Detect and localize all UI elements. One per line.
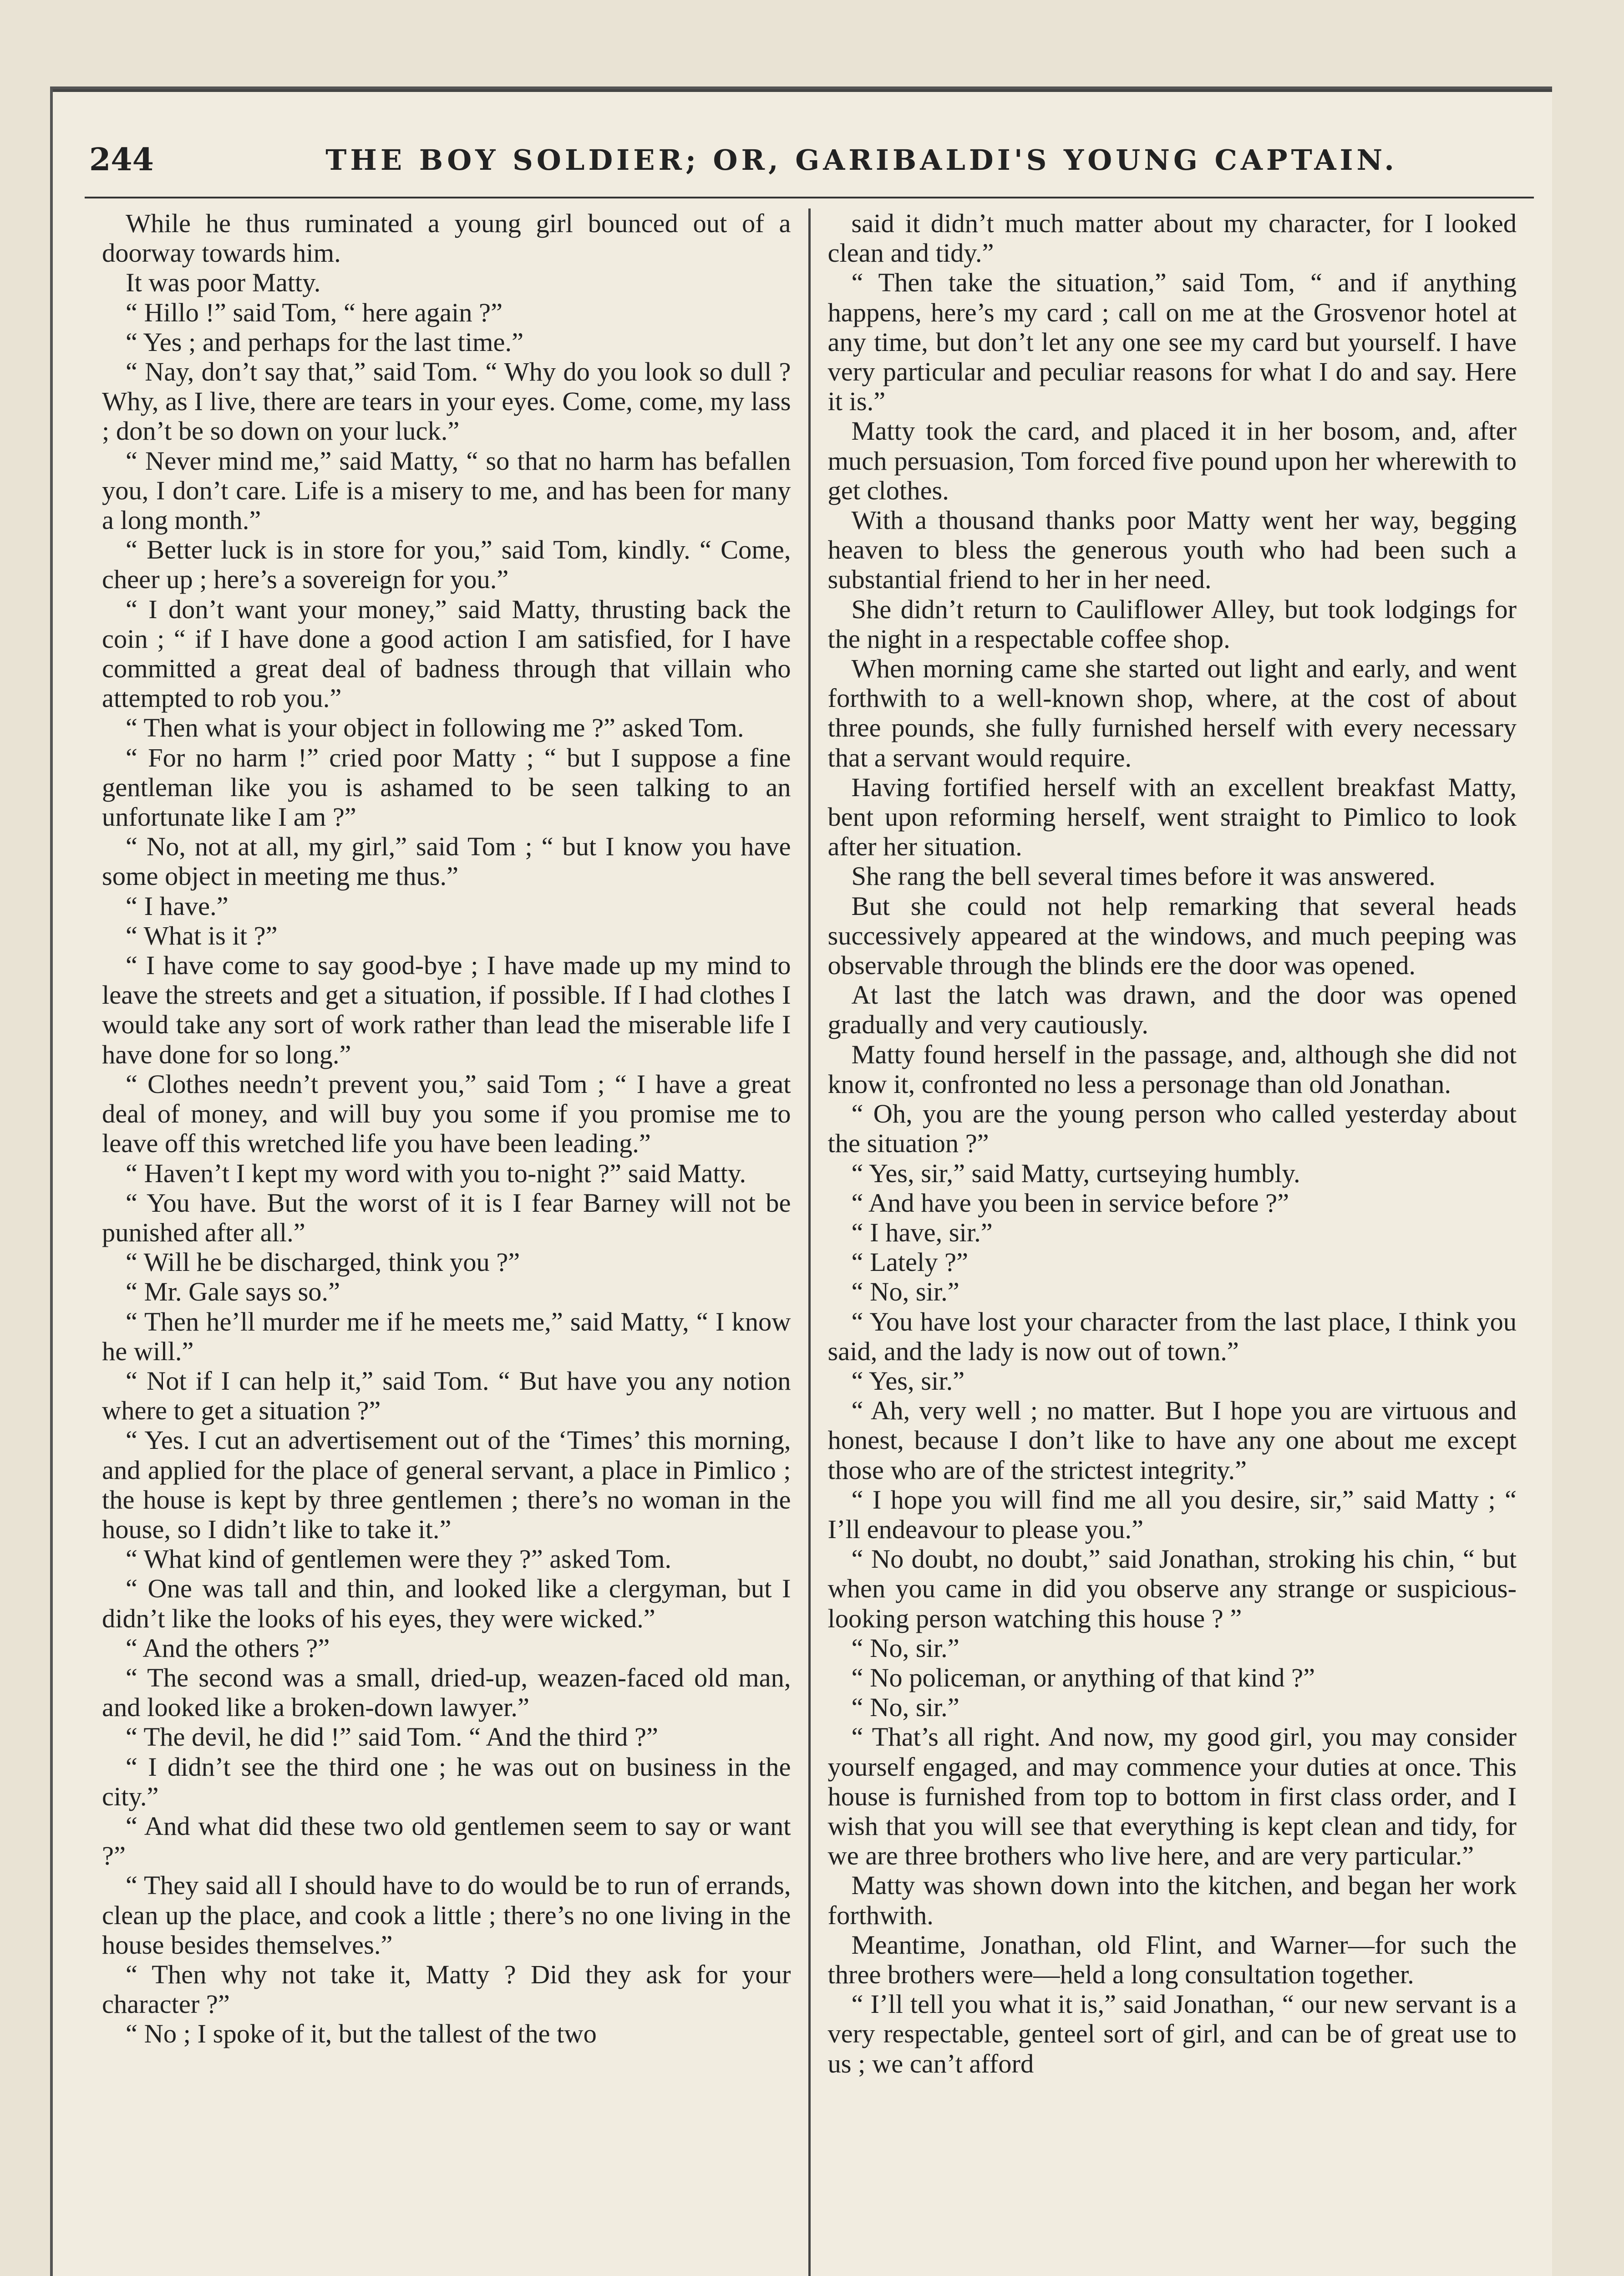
- paragraph: Having fortified herself with an excellent breakfast Matty, bent upon reforming herself, went straight to Pimlico to look after her situation.: [827, 772, 1517, 862]
- left-column: [85, 208, 808, 2276]
- paragraph: “ No policeman, or anything of that kind ?”: [851, 1662, 1315, 1692]
- paragraph: When morning came she started out light and early, and went forthwith to a well-known shop, where, at the cost of about three pounds, she fully furnished herself with every necessary that a servant would require.: [827, 654, 1517, 772]
- paragraph: “ No ; I spoke of it, but the tallest of the two: [126, 2019, 597, 2049]
- paragraph: “ I didn’t see the third one ; he was out on business in the city.”: [102, 1752, 791, 1811]
- paragraph: “ Then he’ll murder me if he meets me,” said Matty, “ I know he will.”: [102, 1306, 791, 1366]
- page-number: 244: [89, 142, 154, 178]
- paragraph: While he thus ruminated a young girl bounced out of a doorway towards him.: [102, 208, 791, 268]
- paragraph: “ And what did these two old gentlemen seem to say or want ?”: [102, 1811, 791, 1871]
- paragraph: But she could not help remarking that several heads successively appeared at the windows, and much peeping was observable through the blinds ere the door was opened.: [827, 891, 1517, 981]
- paragraph: “ And the others ?”: [126, 1633, 330, 1663]
- text-columns: [85, 208, 1534, 2276]
- paragraph: “ I don’t want your money,” said Matty, thrusting back the coin ; “ if I have done a good action I am satisfied, for I have committed a great deal of badness through that villain who attempted to rob you.”: [102, 594, 791, 713]
- paragraph: “ You have lost your character from the last place, I think you said, and the lady is now out of town.”: [827, 1306, 1517, 1366]
- paragraph: “ You have. But the worst of it is I fear Barney will not be punished after all.”: [102, 1188, 791, 1247]
- paragraph: She didn’t return to Cauliflower Alley, but took lodgings for the night in a respectable coffee shop.: [827, 594, 1517, 654]
- paragraph: “ The second was a small, dried-up, weazen-faced old man, and looked like a broken-down lawyer.”: [102, 1662, 791, 1722]
- paragraph: “ I have.”: [126, 891, 228, 921]
- paragraph: “ I hope you will find me all you desire, sir,” said Matty ; “ I’ll endeavour to please you.”: [827, 1484, 1517, 1544]
- paragraph: She rang the bell several times before it was answered.: [851, 861, 1436, 891]
- paragraph: “ I’ll tell you what it is,” said Jonathan, “ our new servant is a very respectable, genteel sort of girl, and can be of great use to us ; we can’t afford: [827, 1989, 1517, 2078]
- paragraph: “ No doubt, no doubt,” said Jonathan, stroking his chin, “ but when you came in did you observe any strange or suspicious-looking person watching this house ? ”: [827, 1544, 1517, 1633]
- paragraph: “ Mr. Gale says so.”: [126, 1277, 340, 1307]
- paragraph: “ They said all I should have to do would be to run of errands, clean up the place, and cook a little ; there’s no one living in the house besides themselves.”: [102, 1870, 791, 1960]
- paragraph: “ What kind of gentlemen were they ?” asked Tom.: [126, 1544, 672, 1574]
- paragraph: “ Nay, don’t say that,” said Tom. “ Why do you look so dull ? Why, as I live, there are tears in your eyes. Come, come, my lass ; don’t be so down on your luck.”: [102, 357, 791, 446]
- paragraph: Matty found herself in the passage, and, although she did not know it, confronted no less a personage than old Jonathan.: [827, 1039, 1517, 1099]
- paragraph: Matty took the card, and placed it in her bosom, and, after much persuasion, Tom forced five pound upon her wherewith to get clothes.: [827, 416, 1517, 505]
- paragraph: “ No, sir.”: [851, 1692, 959, 1722]
- header-rule: [85, 197, 1534, 198]
- paragraph: “ What is it ?”: [126, 920, 278, 950]
- paragraph: Meantime, Jonathan, old Flint, and Warner—for such the three brothers were—held a long consultation together.: [827, 1930, 1517, 1989]
- paragraph: “ Oh, you are the young person who called yesterday about the situation ?”: [827, 1099, 1517, 1158]
- book-page: [50, 86, 1552, 2276]
- paragraph: “ No, sir.”: [851, 1633, 959, 1663]
- right-column: [811, 208, 1534, 2276]
- paragraph: “ Then take the situation,” said Tom, “ and if anything happens, here’s my card ; call on me at the Grosvenor hotel at any time, but don’t let any one see my card but yourself. I have very particular and peculiar reasons for what I do and say. Here it is.”: [827, 268, 1517, 417]
- paragraph: Matty was shown down into the kitchen, and began her work forthwith.: [827, 1870, 1517, 1930]
- paragraph: “ No, sir.”: [851, 1277, 959, 1307]
- paragraph: “ Hillo !” said Tom, “ here again ?”: [126, 297, 503, 327]
- paragraph: At last the latch was drawn, and the door was opened gradually and very cautiously.: [827, 980, 1517, 1040]
- paragraph: “ One was tall and thin, and looked like a clergyman, but I didn’t like the looks of his eyes, they were wicked.”: [102, 1574, 791, 1633]
- paragraph: “ Yes ; and perhaps for the last time.”: [126, 327, 524, 357]
- top-rule: [53, 89, 1552, 92]
- paragraph: “ No, not at all, my girl,” said Tom ; “ but I know you have some object in meeting me thus.”: [102, 832, 791, 891]
- paragraph: “ The devil, he did !” said Tom. “ And the third ?”: [126, 1722, 658, 1752]
- paragraph: “ Lately ?”: [851, 1247, 969, 1277]
- paragraph: said it didn’t much matter about my character, for I looked clean and tidy.”: [827, 208, 1517, 268]
- paragraph: “ Yes, sir,” said Matty, curtseying humbly.: [851, 1158, 1300, 1188]
- paragraph: “ Ah, very well ; no matter. But I hope you are virtuous and honest, because I don’t like to have any one about me except those who are of the strictest integrity.”: [827, 1396, 1517, 1485]
- paragraph: “ Better luck is in store for you,” said Tom, kindly. “ Come, cheer up ; here’s a sovereign for you.”: [102, 535, 791, 594]
- paragraph: “ Clothes needn’t prevent you,” said Tom ; “ I have a great deal of money, and will buy you some if you promise me to leave off this wretched life you have been leading.”: [102, 1069, 791, 1158]
- paragraph: “ Yes, sir.”: [851, 1366, 965, 1396]
- paragraph: “ I have come to say good-bye ; I have made up my mind to leave the streets and get a situation, if possible. If I had clothes I would take any sort of work rather than lead the miserable life I have done for so long.”: [102, 950, 791, 1069]
- paragraph: “ Will he be discharged, think you ?”: [126, 1247, 520, 1277]
- page-header: [89, 130, 1516, 189]
- paragraph: “ Haven’t I kept my word with you to-night ?” said Matty.: [126, 1158, 746, 1188]
- paragraph: “ For no harm !” cried poor Matty ; “ but I suppose a fine gentleman like you is ashamed to be seen talking to an unfortunate like I am ?”: [102, 742, 791, 832]
- paragraph: It was poor Matty.: [126, 268, 321, 298]
- paragraph: “ I have, sir.”: [851, 1217, 993, 1247]
- paragraph: “ Then what is your object in following me ?” asked Tom.: [126, 713, 744, 743]
- paragraph: “ Not if I can help it,” said Tom. “ But have you any notion where to get a situation ?”: [102, 1366, 791, 1426]
- paragraph: “ That’s all right. And now, my good girl, you may consider yourself engaged, and may commence your duties at once. This house is furnished from top to bottom in first class order, and I wish that you will see that everything is kept clean and tidy, for we are three brothers who live here, and are very particular.”: [827, 1722, 1517, 1871]
- paragraph: “ And have you been in service before ?”: [851, 1188, 1289, 1218]
- paragraph: With a thousand thanks poor Matty went her way, begging heaven to bless the generous youth who had been such a substantial friend to her in her need.: [827, 505, 1517, 594]
- paragraph: “ Never mind me,” said Matty, “ so that no harm has befallen you, I don’t care. Life is a misery to me, and has been for many a long month.”: [102, 446, 791, 535]
- running-head: THE BOY SOLDIER; OR, GARIBALDI'S YOUNG CAPTAIN.: [325, 143, 1398, 177]
- paragraph: “ Yes. I cut an advertisement out of the ‘Times’ this morning, and applied for the place of general servant, a place in Pimlico ; the house is kept by three gentlemen ; there’s no woman in the house, so I didn’t like to take it.”: [102, 1425, 791, 1544]
- paragraph: “ Then why not take it, Matty ? Did they ask for your character ?”: [102, 1959, 791, 2019]
